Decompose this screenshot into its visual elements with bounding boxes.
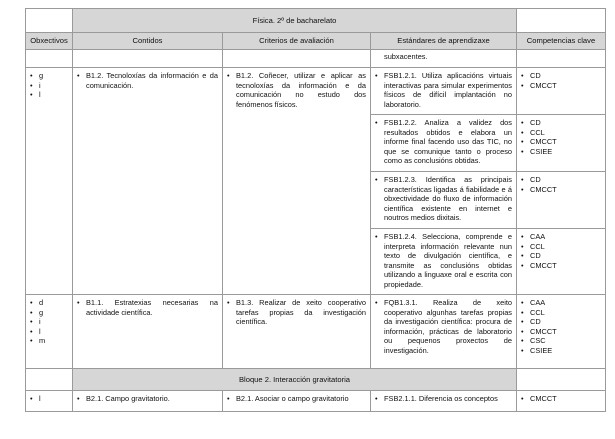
list-item: • l: [30, 327, 68, 337]
list-item: • CD: [521, 118, 601, 128]
criterio-cell: [223, 68, 371, 295]
document-page: [25, 8, 606, 412]
list-item: • l: [30, 90, 68, 100]
list-item: • CMCCT: [521, 185, 601, 195]
header-obxectivos: Obxectivos: [26, 33, 73, 50]
list-item: • FSB1.2.3. Identifica as principais características ligadas á fiabilidade e á obxectividade do fluxo de información científica existente en internet e noutros medios dixitais.: [375, 175, 512, 223]
competencias-cell: [517, 68, 606, 115]
list-item: • CCL: [521, 308, 601, 318]
estandar-cell: [371, 295, 517, 369]
list-item: • B1.2. Tecnoloxías da información e da comunicación.: [77, 71, 218, 90]
obxectivos-cell: [26, 295, 73, 369]
header-criterios: Criterios de avaliación: [223, 33, 371, 50]
table-row: [26, 391, 606, 412]
list-item: • B2.1. Asociar o campo gravitatorio: [227, 394, 366, 404]
title-row: [26, 9, 606, 33]
list-item: • CAA: [521, 232, 601, 242]
obxectivos-cell: [26, 68, 73, 295]
list-item: • i: [30, 81, 68, 91]
section-title: Bloque 2. Interacción gravitatoria: [73, 369, 517, 391]
competencias-cell: [517, 229, 606, 295]
list-item: • CSIEE: [521, 147, 601, 157]
list-item: • CMCCT: [521, 327, 601, 337]
continuation-empty-5: [517, 50, 606, 68]
list-item: • B2.1. Campo gravitatorio.: [77, 394, 218, 404]
header-competencias: Competencias clave: [517, 33, 606, 50]
list-item: • CD: [521, 251, 601, 261]
continuation-empty-2: [73, 50, 223, 68]
estandar-cell: [371, 115, 517, 172]
contido-cell: [73, 391, 223, 412]
continuation-row: [26, 50, 606, 68]
list-item: • g: [30, 71, 68, 81]
list-item: • CD: [521, 317, 601, 327]
list-item: • FSB1.2.2. Analiza a validez dos resultados obtidos e elabora un informe final facendo uso das TIC, no que se comunique tanto o proceso como as conclusións obtidas.: [375, 118, 512, 166]
band-spacer-right: [517, 369, 606, 391]
list-item: • CD: [521, 71, 601, 81]
criterio-cell: [223, 295, 371, 369]
header-contidos: Contidos: [73, 33, 223, 50]
header-estandares: Estándares de aprendizaxe: [371, 33, 517, 50]
list-item: • i: [30, 317, 68, 327]
list-item: • CMCCT: [521, 394, 601, 404]
list-item: • CSIEE: [521, 346, 601, 356]
estandar-cell: [371, 391, 517, 412]
list-item: • CMCCT: [521, 137, 601, 147]
list-item: • B1.1. Estratexias necesarias na actividade científica.: [77, 298, 218, 317]
section-row: [26, 369, 606, 391]
estandar-cell: [371, 172, 517, 229]
continuation-cell: [371, 50, 517, 68]
list-item: • FSB1.2.4. Selecciona, comprende e interpreta información relevante nun texto de divulgación científica, e transmite as conclusións obtidas utilizando a linguaxe oral e escrita con propiedade.: [375, 232, 512, 290]
table-row: [26, 295, 606, 369]
continuation-text: subxacentes.: [384, 52, 428, 61]
list-item: • l: [30, 394, 68, 404]
competencias-cell: [517, 391, 606, 412]
title-spacer: [26, 9, 73, 33]
list-item: • CD: [521, 175, 601, 185]
table-row: [26, 68, 606, 115]
list-item: • FSB1.2.1. Utiliza aplicacións virtuais interactivas para simular experimentos físicos de difícil implantación no laboratorio.: [375, 71, 512, 109]
estandar-cell: [371, 68, 517, 115]
contido-cell: [73, 68, 223, 295]
list-item: • CSC: [521, 336, 601, 346]
competencias-cell: [517, 172, 606, 229]
list-item: • CCL: [521, 242, 601, 252]
list-item: • CMCCT: [521, 261, 601, 271]
list-item: • FQB1.3.1. Realiza de xeito cooperativo algunhas tarefas propias da investigación científica: procura de información, prácticas de laboratorio ou pequenos proxectos de investigación.: [375, 298, 512, 356]
list-item: • m: [30, 336, 68, 346]
band-spacer: [26, 369, 73, 391]
estandar-cell: [371, 229, 517, 295]
list-item: • CAA: [521, 298, 601, 308]
competencias-cell: [517, 295, 606, 369]
obxectivos-cell: [26, 391, 73, 412]
list-item: • d: [30, 298, 68, 308]
list-item: • FSB2.1.1. Diferencia os conceptos: [375, 394, 512, 404]
title-spacer-right: [517, 9, 606, 33]
criterio-cell: [223, 391, 371, 412]
list-item: • g: [30, 308, 68, 318]
list-item: • B1.3. Realizar de xeito cooperativo tarefas propias da investigación científica.: [227, 298, 366, 327]
list-item: • CCL: [521, 128, 601, 138]
continuation-empty-3: [223, 50, 371, 68]
contido-cell: [73, 295, 223, 369]
competencias-cell: [517, 115, 606, 172]
header-row: [26, 33, 606, 50]
list-item: • B1.2. Coñecer, utilizar e aplicar as tecnoloxías da información e da comunicación no estudo dos fenómenos físicos.: [227, 71, 366, 109]
table-title: Física. 2º de bacharelato: [73, 9, 517, 33]
continuation-empty-1: [26, 50, 73, 68]
curriculum-table: [25, 8, 606, 412]
list-item: • CMCCT: [521, 81, 601, 91]
